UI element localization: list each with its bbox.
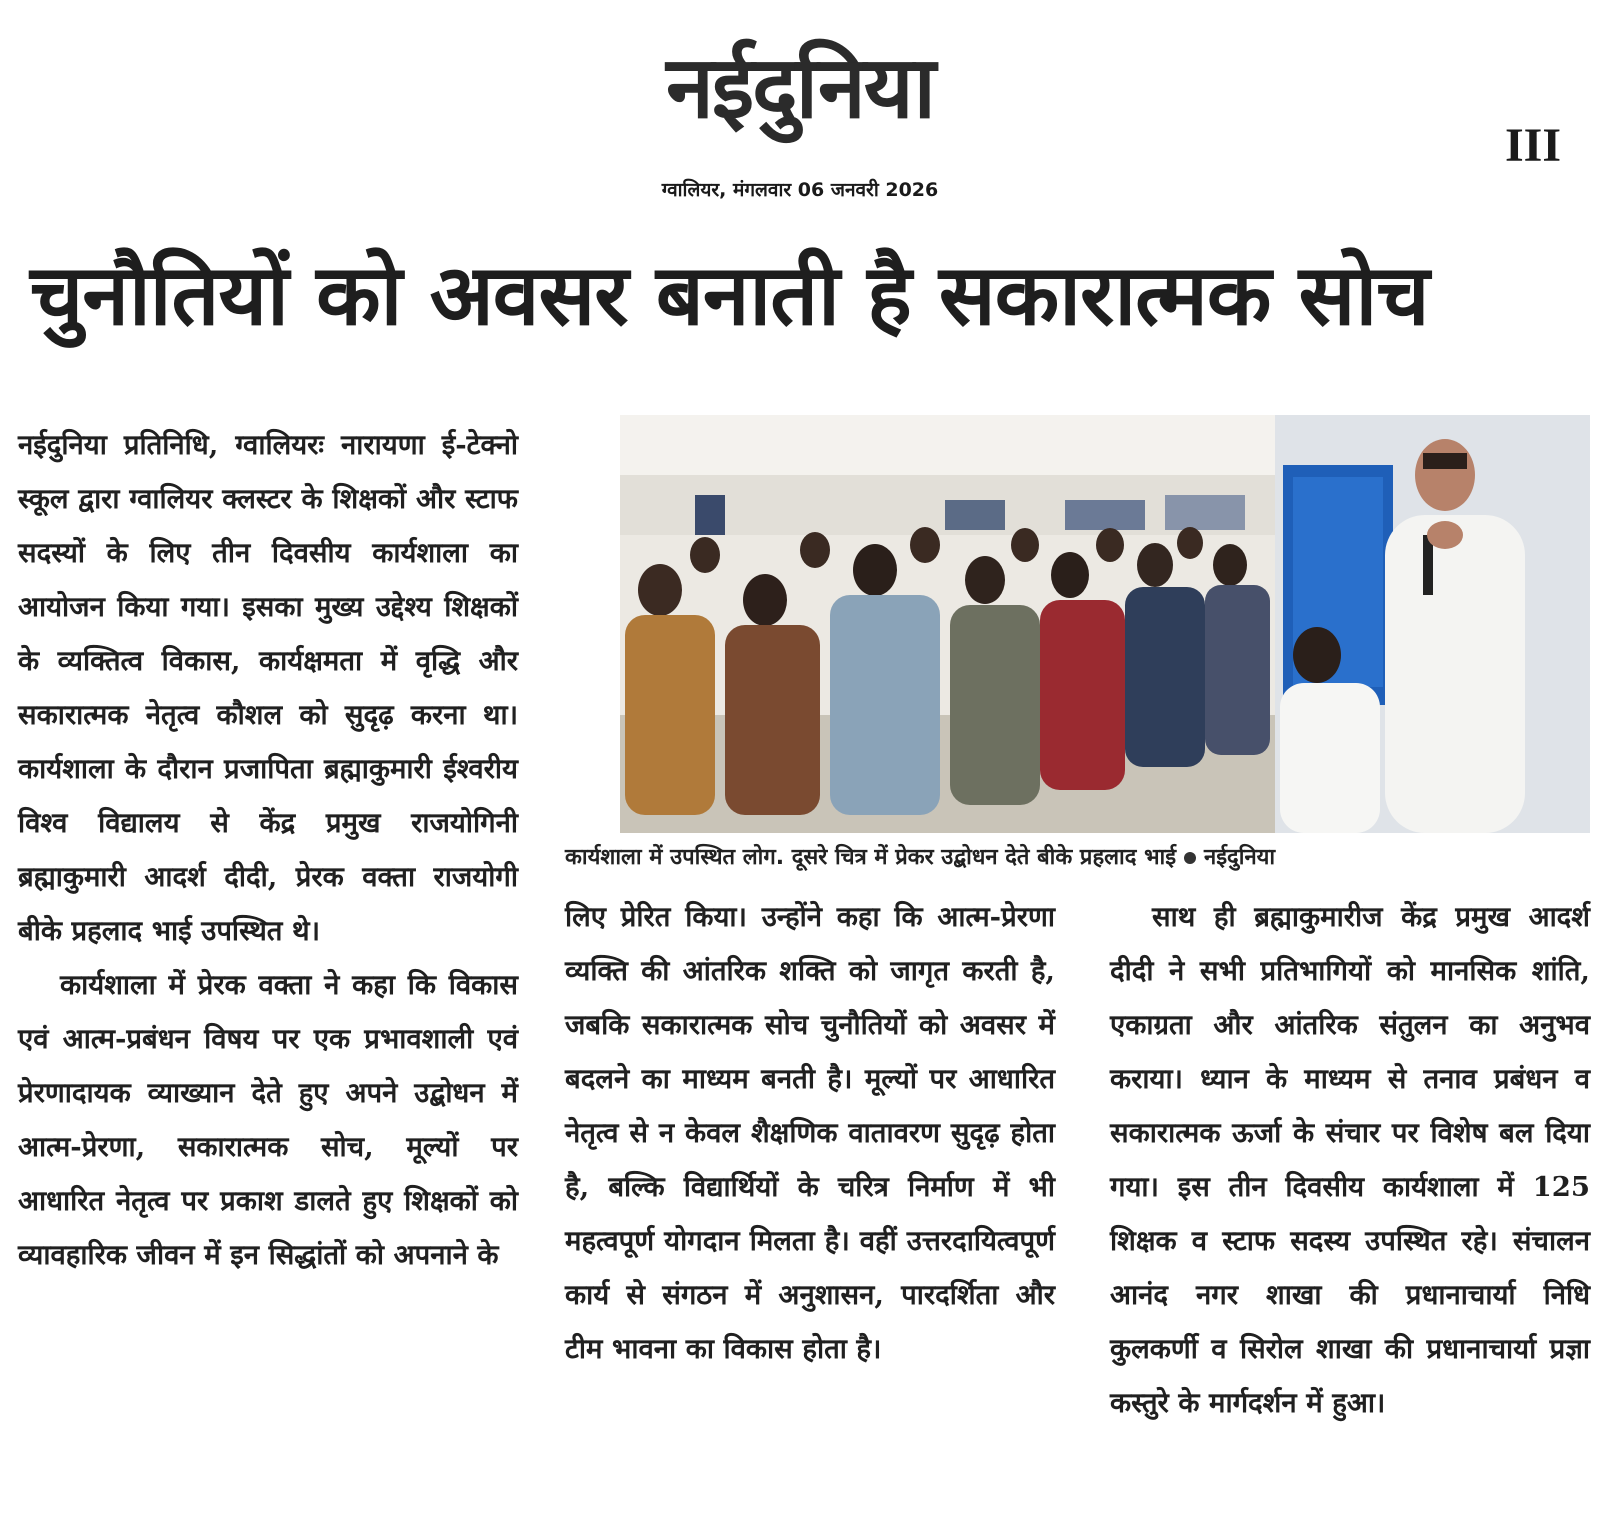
photo-caption (565, 838, 1590, 878)
newspaper-masthead: नईदुनिया (666, 38, 934, 138)
column2-paragraph-1: लिए प्रेरित किया। उन्होंने कहा कि आत्म-प्रेरणा व्यक्ति की आंतरिक शक्ति को जागृत करती है, जबकि सकारात्मक सोच चुनौतियों को अवसर में बदलने का माध्यम बनती है। मूल्यों पर आधारित नेतृत्व से न केवल शैक्षणिक वातावरण सुदृढ़ होता है, बल्कि विद्यार्थियों के चरित्र निर्माण में भी महत्वपूर्ण योगदान मिलता है। वहीं उत्तरदायित्वपूर्ण कार्य से संगठन में अनुशासन, पारदर्शिता और टीम भावना का विकास होता है। (565, 901, 1055, 1365)
article-column-1 (18, 418, 518, 1282)
caption-text: कार्यशाला में उपस्थित लोग. दूसरे चित्र में प्रेकर उद्बोधन देते बीके प्रहलाद भाई (565, 845, 1177, 870)
column1-paragraph-1: नईदुनिया प्रतिनिधि, ग्वालियरः नारायणा ई-टेक्नो स्कूल द्वारा ग्वालियर क्लस्टर के शिक्षकों और स्टाफ सदस्यों के लिए तीन दिवसीय कार्यशाला का आयोजन किया गया। इसका मुख्य उद्देश्य शिक्षकों के व्यक्तित्व विकास, कार्यक्षमता में वृद्धि और सकारात्मक नेतृत्व कौशल को सुदृढ़ करना था। कार्यशाला के दौरान प्रजापिता ब्रह्माकुमारी ईश्वरीय विश्व विद्यालय से केंद्र प्रमुख राजयोगिनी ब्रह्माकुमारी आदर्श दीदी, प्रेरक वक्ता राजयोगी बीके प्रहलाद भाई उपस्थित थे। (18, 429, 518, 947)
article-photo (565, 415, 1590, 833)
column1-paragraph-2: कार्यशाला में प्रेरक वक्ता ने कहा कि विकास एवं आत्म-प्रबंधन विषय पर एक प्रभावशाली एवं प्रेरणादायक व्याख्यान देते हुए अपने उद्बोधन में आत्म-प्रेरणा, सकारात्मक सोच, मूल्यों पर आधारित नेतृत्व पर प्रकाश डालते हुए शिक्षकों को व्यावहारिक जीवन में इन सिद्धांतों को अपनाने के (18, 969, 518, 1271)
article-column-2 (565, 890, 1055, 1376)
workshop-audience-photo (565, 415, 1590, 833)
dateline: ग्वालियर, मंगलवार 06 जनवरी 2026 (661, 179, 939, 201)
photo-credit: नईदुनिया (1204, 845, 1276, 870)
article-headline: चुनौतियों को अवसर बनाती है सकारात्मक सोच (30, 246, 1429, 344)
article-column-3 (1110, 890, 1590, 1430)
column3-paragraph-1: साथ ही ब्रह्माकुमारीज केंद्र प्रमुख आदर्श दीदी ने सभी प्रतिभागियों को मानसिक शांति, एकाग्रता और आंतरिक संतुलन का अनुभव कराया। ध्यान के माध्यम से तनाव प्रबंधन व सकारात्मक ऊर्जा के संचार पर विशेष बल दिया गया। इस तीन दिवसीय कार्यशाला में 125 शिक्षक व स्टाफ सदस्य उपस्थित रहे। संचालन आनंद नगर शाखा की प्रधानाचार्या निधि कुलकर्णी व सिरोल शाखा की प्रधानाचार्या प्रज्ञा कस्तुरे के मार्गदर्शन में हुआ। (1110, 901, 1590, 1419)
page-number-marker: III (1505, 119, 1562, 172)
bullet-icon (1184, 852, 1196, 864)
